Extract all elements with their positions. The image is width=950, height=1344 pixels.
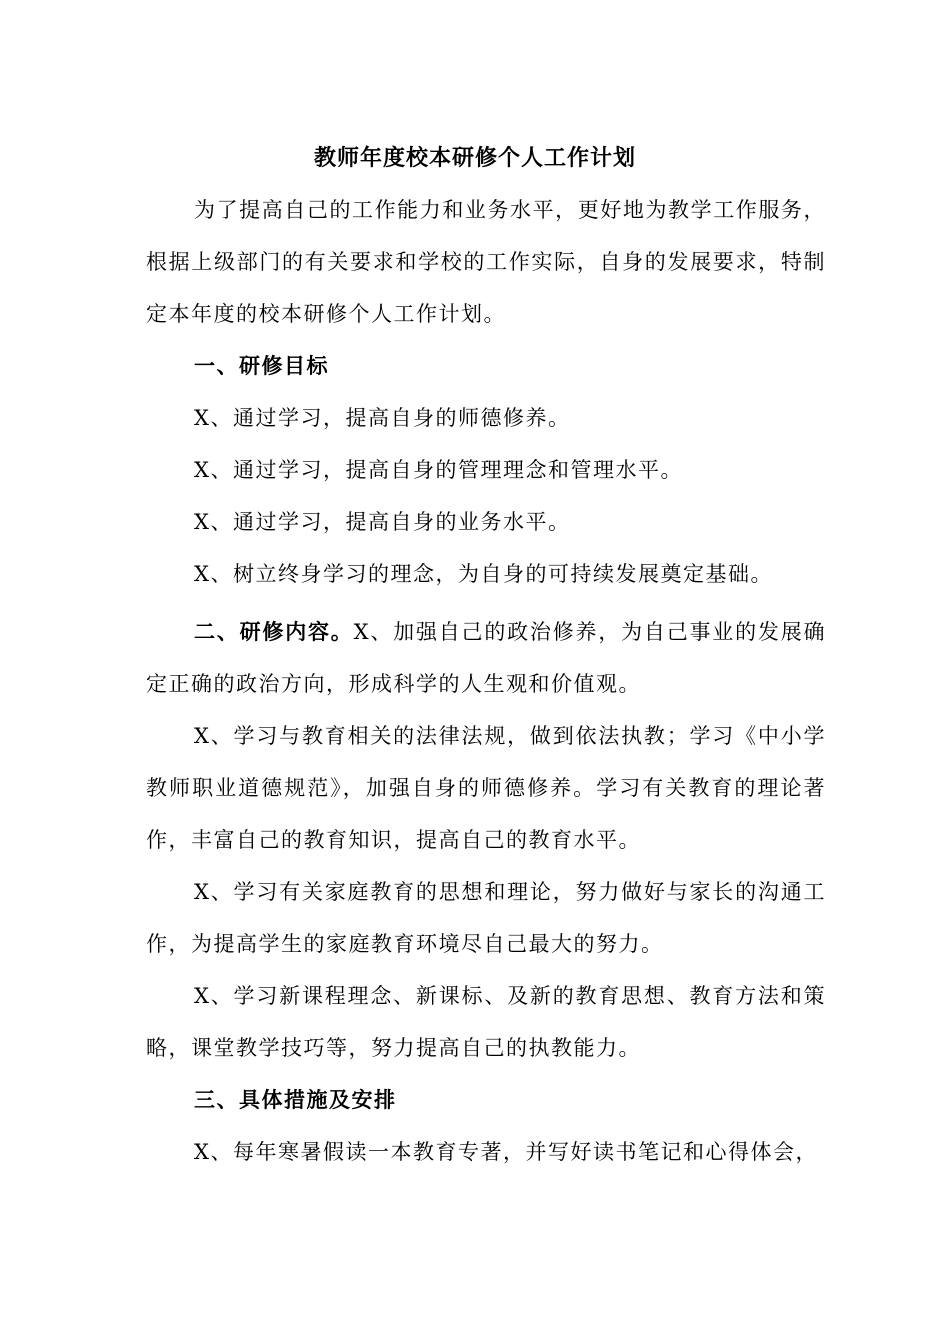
goal-item: X、树立终身学习的理念，为自身的可持续发展奠定基础。 bbox=[194, 562, 773, 586]
content-paragraph: X、学习有关家庭教育的思想和理论，努力做好与家长的沟通工作，为提高学生的家庭教育环境尽自己最大的努力。 bbox=[146, 880, 826, 956]
content-paragraph-first bbox=[146, 606, 826, 710]
content-item-text: X、加强自己的政治修养，为自己事业的发展确定正确的政治方向，形成科学的人生观和价值观。 bbox=[146, 620, 827, 696]
section-heading-content: 二、研修内容。 bbox=[194, 619, 354, 644]
content-paragraph: X、学习新课程理念、新课标、及新的教育思想、教育方法和策略，课堂教学技巧等，努力提高自己的执教能力。 bbox=[146, 984, 826, 1060]
goal-item: X、通过学习，提高自身的业务水平。 bbox=[194, 510, 571, 534]
measure-item: X、每年寒暑假读一本教育专著，并写好读书笔记和心得体会， bbox=[194, 1140, 818, 1164]
content-paragraph: X、学习与教育相关的法律法规，做到依法执教；学习《中小学教师职业道德规范》，加强自身的师德修养。学习有关教育的理论著作，丰富自己的教育知识，提高自己的教育水平。 bbox=[146, 724, 826, 852]
document-title: 教师年度校本研修个人工作计划 bbox=[313, 145, 636, 171]
goal-item: X、通过学习，提高自身的师德修养。 bbox=[194, 406, 571, 430]
section-heading-measures: 三、具体措施及安排 bbox=[194, 1087, 397, 1112]
goal-item: X、通过学习，提高自身的管理理念和管理水平。 bbox=[194, 458, 683, 482]
intro-paragraph: 为了提高自己的工作能力和业务水平，更好地为教学工作服务，根据上级部门的有关要求和学校的工作实际，自身的发展要求，特制定本年度的校本研修个人工作计划。 bbox=[146, 198, 826, 326]
section-heading-goals: 一、研修目标 bbox=[194, 353, 329, 378]
